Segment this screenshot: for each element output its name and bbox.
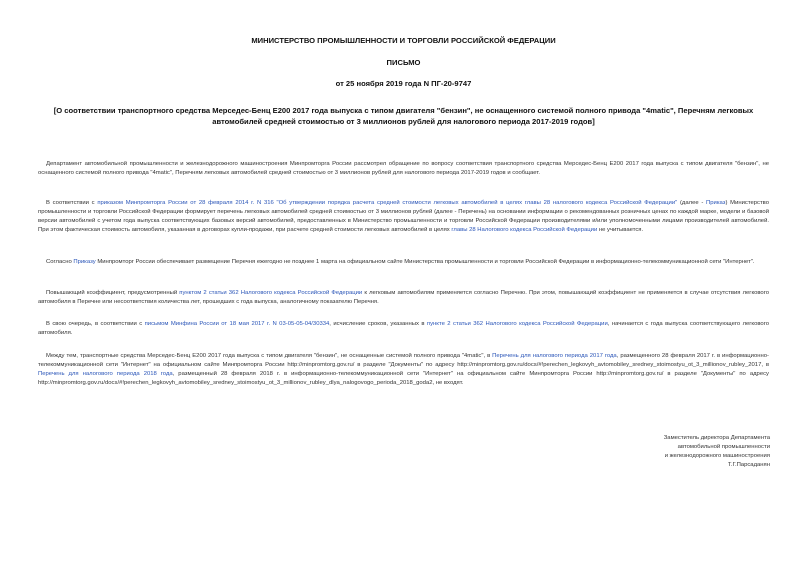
paragraph-6-text-3: , размещенный 28 февраля 2018 г. в информационно-телекоммуникационной сети "Интернет" на официальном сайте Минпромторга России http://minpromtorg.gov.ru/ в разделе "Документы" по адресу http://minpromtorg.gov.ru/docs/#!perechen_legkovyh_avtomobiley_sredney_stoimostyu_ot_3_millionov_rubley_dlya_nalogovogo_perioda_2018_goda2, не входят. (38, 371, 769, 386)
order-short-link[interactable]: Приказ (706, 200, 726, 206)
tax-code-article-362-link[interactable]: пунктом 2 статьи 362 Налогового кодекса Российской Федерации (179, 290, 363, 296)
document-date-number: от 25 ноября 2019 года N ПГ-20-9747 (335, 79, 472, 88)
paragraph-2-text-2: (далее - (677, 200, 707, 206)
paragraph-4 (38, 289, 769, 307)
paragraph-3-text-2: Минпромторг России обеспечивает размещение Перечня ежегодно не позднее 1 марта на официальном сайте Министерства промышленности и торговли Российской Федерации в информационно-телекоммуникационной сети "Интернет". (95, 259, 755, 265)
signature-block (560, 434, 770, 470)
paragraph-6-text-2: , размещенного 28 февраля 2017 г. в информационно-телекоммуникационной сети "Интернет" на официальном сайте Минпромторга России http://minpromtorg.gov.ru/ в разделе "Документы" по адресу http://minpromtorg.gov.ru/docs/#!perechen_legkovyh_avtomobiley_sredney_stoimostyu_ot_3_millionov_rubley_2017, в (38, 353, 769, 368)
document-type: ПИСЬМО (386, 58, 421, 67)
tax-code-article-362-link-2[interactable]: пункте 2 статьи 362 Налогового кодекса Российской Федерации (426, 321, 608, 327)
minfin-letter-link[interactable]: письмом Минфина России от 18 мая 2017 г. N 03-05-05-04/30334 (144, 321, 330, 327)
paragraph-3-text-1: Согласно (46, 259, 74, 265)
signature-position: Заместитель директора Департамента (663, 435, 770, 441)
order-316-link[interactable]: приказом Минпромторга России от 28 февраля 2014 г. N 316 "Об утверждении порядка расчета средней стоимости легковых автомобилей в целях главы 28 налогового кодекса Российской Федерации" (97, 200, 678, 206)
paragraph-4-text-1: Повышающий коэффициент, предусмотренный (46, 290, 180, 296)
signature-department-2: и железнодорожного машиностроения (664, 453, 770, 459)
signature-department-1: автомобильной промышленности (677, 444, 770, 450)
list-2018-link[interactable]: Перечень для налогового периода 2018 года (38, 371, 173, 377)
tax-code-chapter-28-link[interactable]: главы 28 Налогового кодекса Российской Федерации (451, 227, 598, 233)
list-2017-link[interactable]: Перечень для налогового периода 2017 года (492, 353, 617, 359)
signature-name: Т.Г.Парсаданян (727, 462, 770, 468)
paragraph-5-text-1: В свою очередь, в соответствии с (46, 321, 145, 327)
document-subject: [О соответствии транспортного средства Мерседес-Бенц Е200 2017 года выпуска с типом двигателя "бензин", не оснащенного системой полного привода "4matic", Перечням легковых автомобилей средней стоимостью от 3 миллионов рублей для налогового периода 2017-2019 годов] (53, 106, 754, 126)
paragraph-5-text-3: , начинается с года выпуска соответствующего легкового автомобиля. (38, 321, 769, 336)
paragraph-6-text-1: Между тем, транспортные средства Мерседес-Бенц Е200 2017 года выпуска с типом двигателя "бензин", не оснащенные системой полного привода "4matic", в (46, 353, 493, 359)
paragraph-3 (38, 258, 769, 267)
paragraph-2-text-3: ) Министерство промышленности и торговли Российской Федерации формирует перечень легковых автомобилей средней стоимостью от 3 миллионов рублей (далее - Перечень) на основании информации о рекомендованных розничных ценах по каждой марке, модели и базовой версии автомобилей с учетом года выпуска соответствующих базовых версий автомобилей, предоставленных в Министерство промышленности и торговли Российской Федерации производителями и/или уполномоченными лицами производителей автомобилей. При этом фактическая стоимость автомобиля, указанная в договорах купли-продажи, при расчете средней стоимости легковых автомобилей в целях (38, 200, 770, 233)
paragraph-1 (38, 160, 769, 178)
order-link[interactable]: Приказу (73, 259, 96, 265)
paragraph-5 (38, 320, 769, 338)
paragraph-1-text: Департамент автомобильной промышленности и железнодорожного машиностроения Минпромторга России рассмотрел обращение по вопросу соответствия транспортного средства Мерседес-Бенц Е200 2017 года выпуска с типом двигателя "бензин", не оснащенного системой полного привода "4matic", Перечням легковых автомобилей средней стоимостью от 3 миллионов рублей для налогового периода 2017-2019 годов и сообщает. (38, 161, 769, 176)
paragraph-2 (38, 199, 769, 235)
paragraph-6 (38, 352, 769, 388)
paragraph-2-text-4: не учитывается. (597, 227, 644, 233)
ministry-title: МИНИСТЕРСТВО ПРОМЫШЛЕННОСТИ И ТОРГОВЛИ РОССИЙСКОЙ ФЕДЕРАЦИИ (251, 36, 556, 45)
paragraph-5-text-2: , исчисление сроков, указанных в (329, 321, 427, 327)
paragraph-4-text-2: к легковым автомобилям применяется согласно Перечню. При этом, повышающий коэффициент не применяется в случае отсутствия легкового автомобиля в Перечне или несоответствия количества лет, прошедших с года выпуска, аналогичному показателю Перечня. (38, 290, 770, 305)
paragraph-2-text-1: В соответствии с (46, 200, 98, 206)
